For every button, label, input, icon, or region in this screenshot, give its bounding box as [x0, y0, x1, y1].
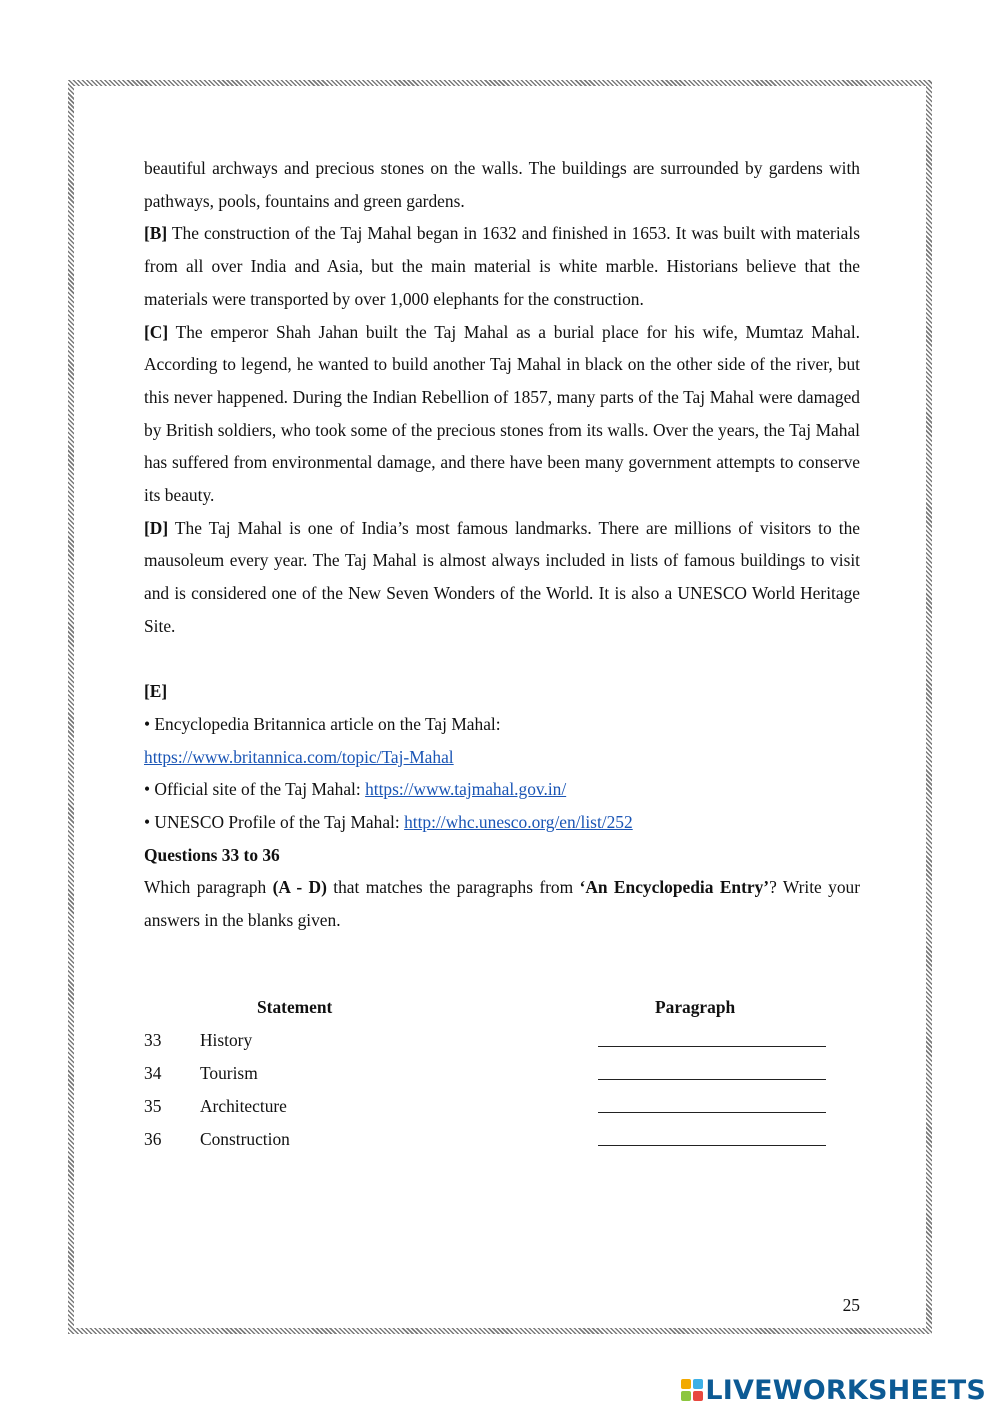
- paragraph-c-text: The emperor Shah Jahan built the Taj Mahal as a burial place for his wife, Mumtaz Mahal. According to legend, he wanted to build another Taj Mahal in black on the other side of the river, but this never happened. During the Indian Rebellion of 1857, many parts of the Taj Mahal were damaged by British soldiers, who took some of the precious stones from its walls. Over the years, the Taj Mahal has suffered from environmental damage, and there have been many government attempts to conserve its beauty.: [144, 321, 860, 506]
- table-row: [144, 1024, 860, 1057]
- logo-tile: [681, 1379, 691, 1389]
- question-number: 33: [144, 1029, 162, 1050]
- paragraph-a-continued: beautiful archways and precious stones on the walls. The buildings are surrounded by gardens with pathways, pools, fountains and green gardens.: [144, 158, 860, 211]
- logo-tile: [693, 1391, 703, 1401]
- paragraph-c-tag: [C]: [144, 321, 169, 342]
- page-content: [144, 152, 860, 1181]
- paragraph-b-text: The construction of the Taj Mahal began in 1632 and finished in 1653. It was built with materials from all over India and Asia, but the main material is white marble. Historians believe that the materials were transported by over 1,000 elephants for the construction.: [144, 223, 860, 309]
- questions-instruction: [144, 871, 860, 936]
- table-row: [144, 1090, 860, 1123]
- instruction-range: (A - D): [272, 877, 327, 898]
- reference-official-site: [144, 773, 860, 806]
- reference-britannica-label: • Encyclopedia Britannica article on the Taj Mahal:: [144, 713, 501, 734]
- table-row: [144, 1123, 860, 1156]
- statement-label: Tourism: [200, 1062, 258, 1083]
- statement-label: Construction: [200, 1128, 290, 1149]
- logo-tile: [681, 1391, 691, 1401]
- official-site-label: • Official site of the Taj Mahal:: [144, 779, 366, 800]
- instruction-text-1: Which paragraph: [144, 877, 273, 898]
- unesco-link[interactable]: http://whc.unesco.org/en/list/252: [404, 812, 633, 833]
- reference-britannica: [144, 741, 860, 774]
- answer-blank-34[interactable]: [598, 1079, 826, 1080]
- answer-blank-36[interactable]: [598, 1145, 826, 1146]
- questions-title: Questions 33 to 36: [144, 844, 280, 865]
- answer-blank-35[interactable]: [598, 1112, 826, 1113]
- paragraph-b-tag: [B]: [144, 223, 168, 244]
- paragraph-b: [144, 217, 860, 315]
- official-site-link[interactable]: https://www.tajmahal.gov.in/: [365, 779, 567, 800]
- instruction-text-3: ? Write your answers in the blanks given.: [144, 877, 861, 931]
- section-e-tag: [E]: [144, 681, 168, 702]
- unesco-label: • UNESCO Profile of the Taj Mahal:: [144, 812, 405, 833]
- page-number: 25: [842, 1295, 860, 1315]
- statement-label: Architecture: [200, 1095, 287, 1116]
- instruction-text-2: that matches the paragraphs from: [326, 877, 580, 898]
- britannica-link[interactable]: https://www.britannica.com/topic/Taj-Mahal: [144, 746, 454, 767]
- answer-table: [144, 991, 860, 1181]
- question-number: 34: [144, 1062, 162, 1083]
- liveworksheets-logo: [681, 1370, 986, 1410]
- logo-tile: [693, 1379, 703, 1389]
- statement-label: History: [200, 1029, 253, 1050]
- instruction-source: ‘An Encyclopedia Entry’: [579, 877, 770, 898]
- question-number: 35: [144, 1095, 162, 1116]
- answer-blank-33[interactable]: [598, 1046, 826, 1047]
- paragraph-d: [144, 512, 860, 643]
- reference-unesco: [144, 806, 860, 839]
- table-row: [144, 1057, 860, 1090]
- question-number: 36: [144, 1128, 162, 1149]
- logo-tiles-icon: [681, 1379, 703, 1401]
- header-statement: Statement: [257, 996, 333, 1017]
- spacer: [144, 937, 860, 991]
- spacer: [144, 643, 860, 676]
- paragraph-d-tag: [D]: [144, 517, 169, 538]
- header-paragraph: Paragraph: [655, 996, 736, 1017]
- paragraph-d-text: The Taj Mahal is one of India’s most famous landmarks. There are millions of visitors to the mausoleum every year. The Taj Mahal is almost always included in lists of famous buildings to visit and is considered one of the New Seven Wonders of the World. It is also a UNESCO World Heritage Site.: [144, 517, 860, 636]
- paragraph-c: [144, 316, 860, 512]
- logo-text: LIVEWORKSHEETS: [705, 1374, 986, 1406]
